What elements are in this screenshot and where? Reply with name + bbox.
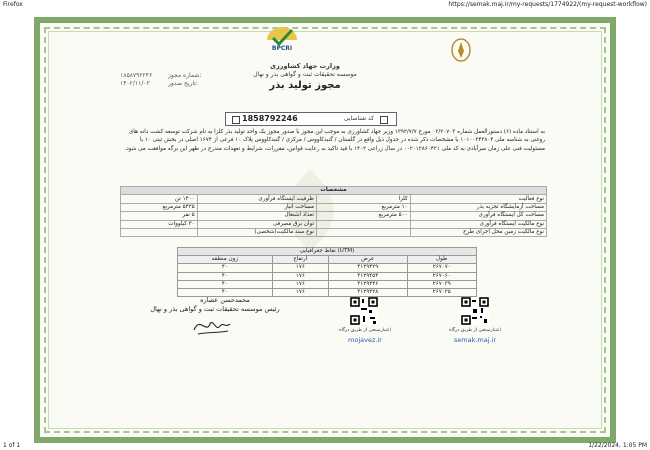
id-code: 1858792246 <box>242 114 298 123</box>
permit-number-label: شماره مجوز: <box>168 72 202 79</box>
qr-code-semak-icon <box>461 297 489 325</box>
table-row: ۴۰ ۱۷۶ ۴۱۲۹۴۲۹ ۲۶۷۰۷۰ <box>178 264 477 272</box>
ministry-logo-icon <box>450 37 472 63</box>
bpcri-logo-text: BPCRI <box>271 45 293 52</box>
table-row: ۱۴۰۰ تن ظرفیت ایستگاه فرآوری کلزا نوع فعالیت <box>121 195 547 203</box>
table-row: ۵۴۲۵ مترمربع مساحت انبار ۱۰ مترمربع مساحت آزمایشگاه تجزیه بذر <box>121 203 547 211</box>
institute-name: موسسه تحقیقات ثبت و گواهی بذر و نهال <box>253 71 357 78</box>
mojavez-link[interactable]: mojavez.ir <box>348 336 382 344</box>
permit-body-text: به استناد ماده (۶) دستورالعمل شماره ۰۲/۲۰۷۰۳ مورخ ۱۳۹۲/۷/۷ وزیر جهاد کشاورزی به موجب این مجوز با صدور مجوز یک واحد تولید بذر کلزا به نام شرکت توسعه کشت دانه های روغنی به شناسه ملی ۱۰۱۰۰۲۴۳۸۰۴ با مشخصات ذکر شده در جدول ذیل واقع در گلستان / گنبدکاووس / مرکزی / گنبدکاووس پلاک ۱۰ فرعی از ۱۶۷۴ اصلی در بخش ثبتی ۱۰ با مسئولیت فنی علی زمان میرآبادی به کد ملی ۰۰۲۰۱۲۸۶۰۴۲۱ در سال زراعی ۱۴۰۲ با قید تاکید به رعایت قوانین، مقررات، شرایط و تعهدات مندرج در ظهر این برگه موافقت می شود. <box>124 129 545 152</box>
specs-table <box>120 186 547 237</box>
browser-title: Firefox <box>3 1 23 8</box>
id-code-label: کد شناسایی <box>343 115 374 122</box>
semak-link[interactable]: semak.maj.ir <box>453 336 497 344</box>
browser-header <box>0 0 650 10</box>
signer-role: رئیس موسسه تحقیقات ثبت و گواهی بذر و نهال <box>150 305 280 313</box>
checkbox-left <box>232 116 240 124</box>
table-row: نوع سند مالکیت(شخصی) نوع مالکیت زمین محل اجرای طرح <box>121 228 547 236</box>
qr-code-mojavez-icon <box>350 297 378 325</box>
signer-name: محمدحسن عصاره <box>200 296 250 304</box>
table-row: ۳۰ کیلووات توان برق مصرفی نوع مالکیت ایستگاه فرآوری <box>121 220 547 228</box>
table-row: ۴۰ ۱۷۶ ۴۱۲۹۴۴۶ ۲۶۷۰۳۹ <box>178 280 477 288</box>
table-row: ۴۰ ۱۷۶ ۴۱۲۹۴۵۴ ۲۶۷۰۶۰ <box>178 272 477 280</box>
table-row: ۴۰ ۱۷۶ ۴۱۲۹۴۲۸ ۲۶۷۰۲۵ <box>178 288 477 296</box>
permit-number: ۱۸۵۸۷۹۲۲۴۶ <box>120 72 153 79</box>
page-url[interactable]: https://semak.maj.ir/my-requests/1774922/(my-request-workflow) <box>448 1 647 8</box>
bpcri-logo-icon <box>265 26 299 52</box>
utm-table <box>177 247 477 297</box>
browser-footer <box>0 442 650 450</box>
signature-icon <box>190 312 234 338</box>
utm-caption: نقاط جغرافیایی (UTM) <box>178 248 477 256</box>
qr-caption-mojavez: اعتبارسنجی از طریق درگاه <box>339 328 391 333</box>
issue-date: ۱۴۰۲/۱۱/۰۲ <box>120 80 150 87</box>
ministry-name: وزارت جهاد کشاورزی <box>270 62 340 70</box>
issue-date-label: تاریخ صدور: <box>168 80 198 87</box>
id-code-box <box>225 112 397 126</box>
utm-header-row: زون منطقه ارتفاع عرض طول <box>178 256 477 264</box>
checkbox-right <box>380 116 388 124</box>
page-indicator: 1 of 1 <box>3 442 21 449</box>
print-timestamp: 1/22/2024, 1:05 PM <box>588 442 647 449</box>
table-row: ۵ نفر تعداد اشتغال ۵۰۰ مترمربع مساحت کل ایستگاه فرآوری <box>121 212 547 220</box>
specs-caption: مشخصات <box>121 187 547 195</box>
certificate-title: مجوز تولید بذر <box>269 80 341 91</box>
qr-caption-semak: اعتبارسنجی از طریق درگاه <box>449 328 501 333</box>
